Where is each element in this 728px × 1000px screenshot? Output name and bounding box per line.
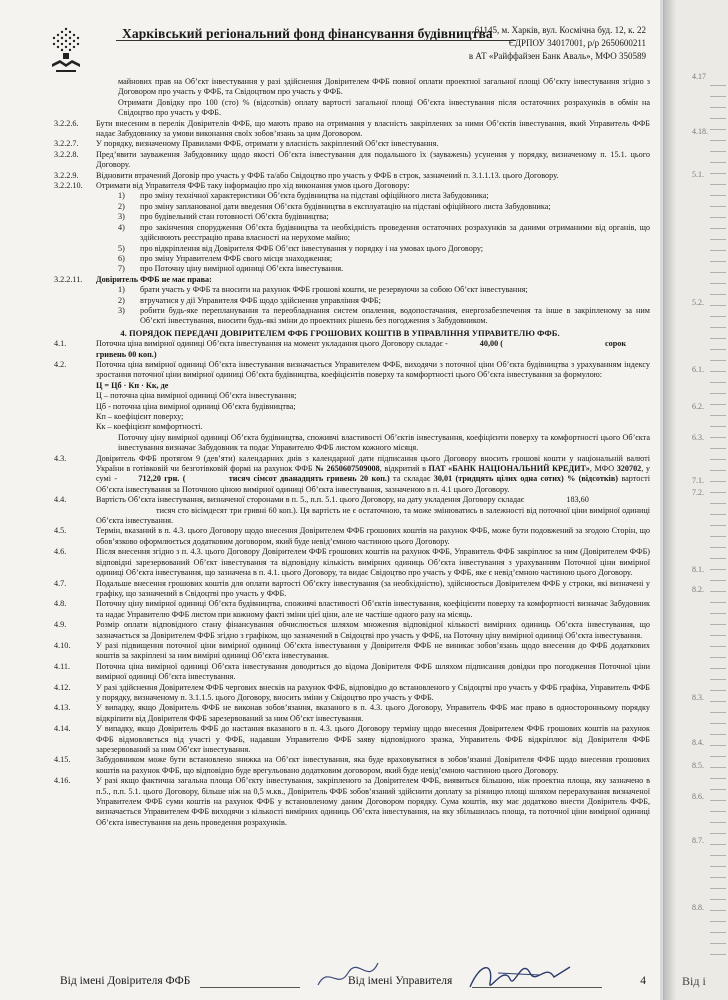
cost-value: 183,60	[566, 495, 589, 505]
sum-words: тисяч сімсот дванадцять гривень 20 коп.)	[228, 474, 390, 484]
side-text-line	[710, 437, 726, 438]
page-fold-shadow	[664, 0, 676, 1000]
side-clause-number: 8.5.	[692, 761, 704, 770]
signature-footer	[30, 963, 650, 993]
clause-44: 4.4. Вартість Об’єкта інвестування, визначеної сторонами в п. 5., п.п. 5.1. цього Договору, на дату укладення Договору складає 183,60 тисяч сто вісімдесят три гривні 60 коп.). Ця вартість не є остаточною, та може змінюватись в залежності від поточної ціни вимірної одиниці Об’єкта інвестування.	[54, 495, 650, 526]
org-address	[469, 24, 646, 63]
side-text-line	[710, 349, 726, 350]
side-text-line	[710, 932, 726, 933]
side-text-line	[710, 272, 726, 273]
clause-416: 4.16. У разі якщо фактична загальна площа Об’єкту інвестування, закріпленого за Довірителем ФФБ, виявиться більшою, ніж проектна площа, яку зазначено в п.5., п.п. 5.1. цього Договору, більше ніж на 0,5 м.кв., Довіритель ФФБ зобов’язаний здійснити доплату за різницю площі шляхом перерахування визначеної Управителем ФФБ суми коштів на рахунок ФФБ у встановленому даним Договором порядку. Сума коштів, яку має додатково внести Довіритель ФФБ, визначається Управителем ФФБ виходячи з кількості вимірних одиниць Об’єкта інвестування, на яку збільшилась площа, та поточної ціни вимірної одиниці Об’єкта інвестування на день проведення розрахунків.	[54, 776, 650, 827]
handwritten-signature-icon	[450, 953, 590, 997]
side-text-line	[710, 690, 726, 691]
list-item: 2) про зміну запланованої дати введення Об’єкта будівництва в експлуатацію на підставі офіційного листа Забудовника;	[118, 201, 551, 211]
side-text-line	[710, 668, 726, 669]
prohibitions-list	[30, 285, 650, 327]
clause-3229: 3.2.2.9. Відновити втрачений Договір про участь у ФФБ та/або Свідоцтво про участь у ФФБ в строк, зазначений п. 3.1.1.13. цього Договору.	[54, 170, 559, 180]
side-text-line	[710, 239, 726, 240]
clause-49: 4.9. Розмір оплати відповідного стану фінансування обчислюється шляхом множення відповідної кількості вимірних одиниць Об’єкта інвестування, що зазначається за Довірителем ФФБ згідно з графіком, що зазначений в Свідоцтві про участь у ФФБ, на Поточну ціну вимірної одиниці Об’єкта інвестування.	[54, 620, 650, 640]
letterhead	[30, 18, 650, 74]
side-text-line	[710, 250, 726, 251]
side-text-line	[710, 635, 726, 636]
side-text-line	[710, 734, 726, 735]
clause-41: 4.1. Поточна ціна вимірної одиниці Об’єкта інвестування на момент укладання цього Договору складає - 40,00 ( сорок гривень 00 коп.)	[54, 339, 627, 359]
side-text-line	[710, 833, 726, 834]
side-text-line	[710, 129, 726, 130]
side-text-line	[710, 591, 726, 592]
side-text-line	[710, 415, 726, 416]
side-text-line	[710, 481, 726, 482]
side-text-line	[710, 811, 726, 812]
side-clause-number: 7.1.	[692, 476, 704, 485]
side-text-line	[710, 536, 726, 537]
side-text-line	[710, 943, 726, 944]
clause-42: 4.2. Поточна ціна вимірної одиниці Об’єкта інвестування визначається Управителем ФФБ, виходячи з поточної ціни Об’єкта будівництва з урахуванням індексу зростання поточної ціни вимірної одиниці Об’єкта будівництва, коефіцієнтів поверху та комфортності цього Об’єкта інвестування за формулою: Ц = Цб · Кп · Кк, де Ц – поточна ціна вимірної одиниці Об’єкта інвестування; Цб - поточна ціна вимірної одиниці Об’єкта будівництва; Кп – коефіцієнт поверху; Кк – коефіцієнт комфортності.	[54, 359, 650, 432]
clause-415: 4.15. Забудовником може бути встановлено знижка на Об’єкт інвестування, яка буде враховуватися в зобов’язанні Довірителя ФФБ щодо внесення грошових коштів на рахунок ФФБ, що відповідно буде врегульовано додатковим договором, який буде невід’ємною частиною цього Договору.	[54, 755, 650, 775]
side-clause-number: 7.2.	[692, 488, 704, 497]
clause-45: 4.5. Термін, вказаний в п. 4.3. цього Договору щодо внесення Довірителем ФФБ грошових коштів на рахунок ФФБ, може бути подовжений за згодою Сторін, що обов’язково оформлюється додатковим договором, який буде невід’ємною частиною цього Договору.	[54, 526, 650, 546]
side-text-line	[710, 107, 726, 108]
side-text-line	[710, 877, 726, 878]
side-text-line	[710, 756, 726, 757]
side-text-line	[710, 206, 726, 207]
side-text-line	[710, 261, 726, 262]
price-tail: гривень 00 коп.)	[96, 349, 157, 359]
side-text-line	[710, 151, 726, 152]
side-text-line	[710, 503, 726, 504]
address-line-3: в АТ «Райффайзен Банк Аваль», МФО 350589	[468, 51, 646, 61]
paragraph: Отримати Довідку про 100 (сто) % (відсотків) оплату вартості загальної площі Об’єкта інвестування після остаточних розрахунків в обмін на Свідоцтво про участь у ФФБ.	[118, 97, 650, 118]
side-text-line	[710, 426, 726, 427]
side-text-line	[710, 96, 726, 97]
side-clause-number: 8.6.	[692, 792, 704, 801]
side-text-line	[710, 118, 726, 119]
side-text-line	[710, 316, 726, 317]
side-text-line	[710, 195, 726, 196]
list-item: 6) про зміну Управителем ФФБ свого місця знаходження;	[118, 253, 333, 263]
list-item: 3) про будівельний стан готовності Об’єкта будівництва;	[118, 212, 329, 222]
side-clause-number: 8.1.	[692, 565, 704, 574]
side-text-line	[710, 85, 726, 86]
side-text-line	[710, 228, 726, 229]
contract-text	[30, 77, 650, 828]
price-value: 40,00 (	[479, 339, 503, 349]
side-text-line	[710, 470, 726, 471]
side-text-line	[710, 448, 726, 449]
side-text-line	[710, 910, 726, 911]
list-item: 1) брати участь у ФФБ та вносити на рахунок ФФБ грошові кошти, не резервуючи за собою Об’єкт інвестування;	[118, 285, 528, 295]
manager-signature-label: Від імені Управителя	[348, 975, 453, 987]
list-item: 5) про відкріплення від Довірителя ФФБ Об’єкт інвестування у порядку і на умовах цього Договору;	[118, 243, 484, 253]
price-words: сорок	[605, 339, 627, 349]
clause-32211: 3.2.2.11. Довіритель ФФБ не має права:	[54, 274, 212, 284]
side-text-line	[710, 899, 726, 900]
clause-3227: 3.2.2.7. У порядку, визначеному Правилами ФФБ, отримати у власність закріплений Об’єкт інвестування.	[54, 139, 439, 149]
side-text-line	[710, 459, 726, 460]
side-text-line	[710, 382, 726, 383]
trustor-signature-line	[200, 987, 300, 988]
clause-412: 4.12. У разі здійснення Довірителем ФФБ чергових внесків на рахунок ФФБ, відповідно до встановленого у Свідоцтві про участь у ФФБ графіка, Управитель ФФБ у порядку, визначеному п. 3.1.1.5. цього Договору, вносить зміни у Свідоцтво про участь у ФФБ.	[54, 682, 650, 702]
side-text-line	[710, 294, 726, 295]
side-text-line	[710, 954, 726, 955]
side-text-line	[710, 492, 726, 493]
side-text-line	[710, 580, 726, 581]
clause-411: 4.11. Поточна ціна вимірної одиниці Об’єкта інвестування доводиться до відома Довірителя ФФБ шляхом підписання довідки про погодження Поточної ціни вимірної одиниці Об’єкта інвестування.	[54, 661, 650, 682]
clause-410: 4.10. У разі підвищення поточної ціни вимірної одиниці Об’єкта інвестування у Довірителя ФФБ не виникає зобов’язань щодо внесення до ФФБ додаткових коштів за закріплені за ним вимірні одиниці Об’єкта інвестування.	[54, 640, 650, 661]
section-heading-4: 4. ПОРЯДОК ПЕРЕДАЧІ ДОВІРИТЕЛЕМ ФФБ ГРОШОВИХ КОШТІВ В УПРАВЛІННЯ УПРАВИТЕЛЮ ФФБ.	[120, 327, 560, 338]
clause-3226: 3.2.2.6. Бути внесеним в перелік Довірителів ФФБ, що мають право на отримання у власність закріплених за ними Об’єктів інвестування, який Управитель ФФБ надає Забудовнику за умови виконання своїх зобов’язань за цим Договором.	[54, 118, 650, 139]
side-clause-number: 5.1.	[692, 170, 704, 179]
account-number: № 2650607509008	[315, 464, 380, 474]
side-text-line	[710, 723, 726, 724]
formula: Ц = Цб · Кп · Кк, де	[96, 380, 169, 390]
header-rule	[116, 40, 516, 41]
side-text-line	[710, 822, 726, 823]
list-item: 7) про Поточну ціну вимірної одиниці Об’єкта інвестування.	[118, 264, 344, 274]
list-item: 3) робити будь-яке перепланування та переобладнання систем опалення, водопостачання, енергозабезпечення та інше в закріпленому за ним Об’єкті інвестування, вносити будь-які зміни до проектних рішень без погодження з Забудовником.	[118, 305, 650, 326]
list-item: 1) про зміну технічної характеристики Об’єкта будівництва на підставі офіційного листа Забудовника;	[118, 191, 489, 201]
bank-name: ПАТ «БАНК НАЦІОНАЛЬНИЙ КРЕДИТ»	[428, 464, 590, 474]
clause-32210: 3.2.2.10. Отримати від Управителя ФФБ таку інформацію про хід виконання умов цього Договору:	[54, 181, 410, 191]
clause-48: 4.8. Поточну ціну вимірної одиниці Об’єкта будівництва, споживчі властивості Об’єктів інвестування, коефіцієнти поверху та комфортності визначає Забудовник та надає Управителю ФФБ листом при кожному факті зміни цієї ціни, але не частіше одного разу на місяць.	[54, 599, 650, 619]
side-text-line	[710, 646, 726, 647]
side-clause-number: 5.2.	[692, 298, 704, 307]
address-line-2: ЄДРПОУ 34017001, р/р 2650600211	[508, 38, 646, 48]
side-text-line	[710, 360, 726, 361]
side-text-line	[710, 701, 726, 702]
list-item: 4) про закінчення спорудження Об’єкта будівництва та необхідність проведення остаточних розрахунків за даними отриманими від органів, що здійснюють реєстрацію права власності на нерухоме майно;	[118, 222, 650, 243]
side-text-line	[710, 338, 726, 339]
side-text-line	[710, 184, 726, 185]
paragraph: майнових прав на Об’єкт інвестування у разі здійснення Довірителем ФФБ повної оплати проектної загальної площі Об’єкту інвестування згідно з Договором про участь у ФФБ, та Свідоцтвом про участь у ФФБ.	[118, 77, 650, 97]
side-text-line	[710, 613, 726, 614]
side-clause-number: 8.2.	[692, 585, 704, 594]
adjacent-page	[663, 0, 728, 1000]
side-text-line	[710, 844, 726, 845]
side-text-line	[710, 778, 726, 779]
side-text-line	[710, 789, 726, 790]
side-text-line	[710, 547, 726, 548]
side-text-line	[710, 800, 726, 801]
side-text-line	[710, 657, 726, 658]
side-clause-number: 6.3.	[692, 433, 704, 442]
side-text-line	[710, 679, 726, 680]
side-text-line	[710, 569, 726, 570]
side-clause-number: 4.18.	[692, 127, 708, 136]
side-text-line	[710, 921, 726, 922]
side-footer-fragment: Від і	[682, 974, 706, 988]
side-text-line	[710, 140, 726, 141]
side-clause-number: 6.1.	[692, 365, 704, 374]
side-text-line	[710, 404, 726, 405]
side-clause-number: 8.4.	[692, 738, 704, 747]
info-list	[30, 191, 650, 274]
side-text-line	[710, 624, 726, 625]
clause-414: 4.14. У випадку, якщо Довіритель ФФБ до настання вказаного в п. 4.3. цього Договору терміну щодо внесення Довірителем ФФБ грошових коштів на рахунок ФФБ відмовляється від участі у ФФБ, надавши Управителю ФФБ заяву відповідного зразка, Управитель ФФБ відкріплює від Довірителя ФФБ зарезервований за ним Об’єкт інвестування.	[54, 724, 650, 754]
side-text-line	[710, 888, 726, 889]
clause-413: 4.13. У випадку, якщо Довіритель ФФБ не виконав зобов’язання, вказаного в п. 4.3. цього Договору, Управитель ФФБ має право в односторонньому порядку відкріпити від Довірителя ФФБ зарезервований за ним Об’єкт інвестування.	[54, 703, 650, 723]
percent-value: 30,01 (тридцять цілих одна сотих) % (відсотків)	[433, 474, 618, 484]
side-text-line	[710, 283, 726, 284]
clause-46: 4.6. Після внесення згідно з п. 4.3. цього Договору Довірителем ФФБ грошових коштів на рахунок ФФБ, Управитель ФФБ закріплює за ним (Довірителем ФФБ) відповідні зарезервований Об’єкт інвестування та відповідну кількість вимірних одиниць Об’єкта інвестування з урахуванням Поточної ціни вимірної одиниці Об’єкта інвестування, що зазначена в п. 4.1. цього Договору, та видає Свідоцтво про участь у ФФБ, яке є невід’ємною частиною цього Договору.	[54, 547, 650, 578]
side-text-line	[710, 558, 726, 559]
clause-47: 4.7. Подальше внесення грошових коштів для оплати вартості Об’єкту інвестування (за необхідністю), здійснюється Довірителем ФФБ у строки, які визначені у графіку, що зазначений в Свідоцтві про участь у ФФБ.	[54, 578, 650, 598]
side-text-line	[710, 767, 726, 768]
side-clause-number: 4.17	[692, 72, 706, 81]
side-text-line	[710, 855, 726, 856]
side-text-line	[710, 393, 726, 394]
side-text-line	[710, 712, 726, 713]
side-text-line	[710, 217, 726, 218]
fund-logo-icon	[46, 24, 86, 74]
trustor-signature-label: Від імені Довірителя ФФБ	[60, 975, 191, 987]
side-text-line	[710, 327, 726, 328]
page-number: 4	[640, 975, 646, 987]
side-text-line	[710, 745, 726, 746]
side-text-line	[710, 305, 726, 306]
side-text-line	[710, 866, 726, 867]
side-clause-number: 8.3.	[692, 693, 704, 702]
paragraph: Поточну ціну вимірної одиниці Об’єкта будівництва, споживчі властивості Об’єктів інвестування, коефіцієнти поверху та комфортності цього Об’єкта інвестування визначає Забудовник та подає Управителю ФФБ листом кожного місяця.	[118, 432, 650, 453]
side-text-line	[710, 371, 726, 372]
address-line-1: 61145, м. Харків, вул. Космічна буд. 12, к. 22	[474, 25, 646, 35]
side-text-line	[710, 602, 726, 603]
list-item: 2) втручатися у дії Управителя ФФБ щодо здійснення управління ФФБ;	[118, 295, 381, 305]
side-text-line	[710, 162, 726, 163]
org-name: Харківський регіональний фонд фінансування будівництва	[122, 26, 493, 41]
sum-value: 712,20 грн. (	[138, 474, 186, 484]
side-clause-number: 6.2.	[692, 402, 704, 411]
side-text-line	[710, 514, 726, 515]
clause-3228: 3.2.2.8. Пред’явити зауваження Забудовнику щодо якості Об’єкта інвестування для подальшого їх (зауважень) усунення у порядку, визначеному п. 15.1. цього Договору.	[54, 149, 650, 170]
clause-43: 4.3. Довіритель ФФБ протягом 9 (дев’яти) календарних днів з календарної дати підписання цього Договору вносить грошові кошти у національній валюті України в готівковій чи безготівковій формі на рахунок ФФБ № 2650607509008, відкритий в ПАТ «БАНК НАЦІОНАЛЬНИЙ КРЕДИТ», МФО 320702, у сумі - 712,20 грн. ( тисяч сімсот дванадцять гривень 20 коп.) та складає 30,01 (тридцять цілих одна сотих) % (відсотків) вартості Об’єкта інвестування за Поточною ціною вимірної одиниці Об’єкта інвестування, зазначеною в п. 4.1 цього Договору.	[54, 453, 650, 494]
side-text-line	[710, 525, 726, 526]
side-text-line	[710, 173, 726, 174]
side-clause-number: 8.7.	[692, 836, 704, 845]
side-clause-number: 8.8.	[692, 903, 704, 912]
